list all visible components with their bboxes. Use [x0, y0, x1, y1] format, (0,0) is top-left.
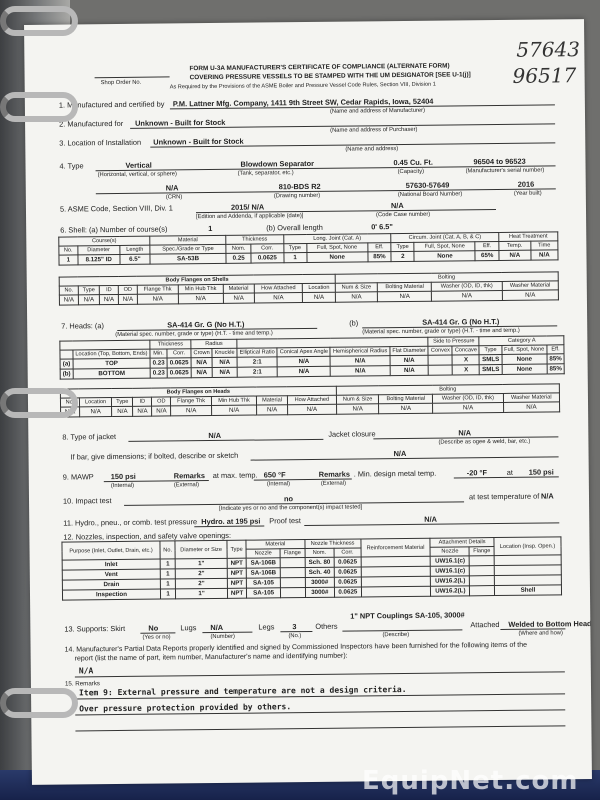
board-caption: (National Board Number): [397, 191, 463, 199]
capacity-value: 0.45 Cu. Ft.: [393, 157, 433, 168]
nozzle-row-drain: Drain 1 2" NPT SA-105 3000# 0.0625 UW16.2(L): [62, 575, 561, 590]
heads-row-top: (a) TOP 0.23 0.0625 N/A N/A 2:1 N/A N/A N/A X SMLS None 85%: [60, 354, 564, 369]
proof-test-value: N/A: [424, 514, 438, 524]
heads-table: [59, 335, 565, 379]
form-title: FORM U-3A MANUFACTURER'S CERTIFICATE OF COMPLIANCE (ALTERNATE FORM): [189, 62, 450, 73]
crn-caption: (CRN): [165, 194, 183, 201]
shell-table: [58, 231, 558, 265]
heads-group-thickness: Thickness: [150, 340, 191, 349]
attached-value: Welded to Bottom Head: [508, 619, 592, 629]
mawp-external: (External): [173, 482, 200, 489]
nozzle-row-inspection: Inspection 1 1" NPT SA-105 3000# 0.0625 UW16.2(L) Shell: [62, 585, 561, 600]
item5-label: 5. ASME Code, Section VIII, Div. 1: [59, 203, 173, 214]
head-bolting-label: Bolting: [336, 384, 559, 395]
impact-value: no: [283, 494, 294, 504]
board-value: 57630-57649: [405, 180, 450, 190]
nozzle-header-no: No.: [160, 541, 175, 559]
others-label: Others: [315, 621, 338, 631]
nozzle-header-size: Diameter or Size: [175, 540, 227, 559]
shell-flanges-table: [59, 271, 559, 305]
head-flanges-table: [60, 383, 560, 417]
shell-header-row: No. Diameter Length Spec./Grade or Type Nom. Corr. Type Full, Spot, None Eff. Type Full, Spot, None Eff. Temp. Time: [59, 241, 558, 255]
shell-group-material: Material: [150, 235, 227, 245]
shell-flanges-title: Body Flanges on Shells: [59, 274, 335, 286]
head-b-caption: (Material spec. number, grade or type) (H.T. - time and temp.): [362, 327, 520, 336]
head-b-label: (b): [349, 318, 359, 328]
heads-group-category: Category A: [479, 336, 564, 346]
watermark: EquipNet.com: [362, 766, 579, 796]
remarks-line2: Over pressure protection provided by others.: [79, 702, 292, 714]
form-title-2: COVERING PRESSURE VESSELS TO BE STAMPED WITH THE UM DESIGNATOR [SEE U-1(j)]: [189, 71, 471, 82]
heads-row-bottom: (b) BOTTOM 0.23 0.0625 N/A N/A 2:1 N/A N/A N/A X SMLS None 85%: [60, 364, 564, 379]
temp-external: (External): [320, 480, 347, 487]
partial-reports-value: N/A: [78, 666, 94, 676]
temp-internal: (Internal): [266, 481, 291, 488]
temp-remarks: Remarks: [318, 469, 351, 479]
others-caption: (Describe): [382, 631, 410, 639]
nozzle-group-material: Material: [246, 540, 304, 550]
lugs-value: N/A: [210, 622, 224, 633]
closure-value: N/A: [458, 428, 472, 438]
item15-label: 15. Remarks: [64, 680, 101, 688]
legs-value: 3: [292, 622, 297, 632]
shell-group-heat: Heat Treatment: [499, 232, 558, 242]
shell-flanges-data-row: N/A N/A N/A N/A N/A N/A N/A N/A N/A N/A N/A N/A N/A: [59, 290, 558, 305]
drawing-value: 810-BDS R2: [278, 181, 321, 192]
capacity-caption: (Capacity): [397, 168, 425, 176]
mdmt-value: -20 °F: [466, 468, 488, 478]
type-caption: (Horizontal, vertical, or sphere): [97, 171, 177, 179]
manufacturer-value: P.M. Lattner Mfg. Company, 1411 9th Street SW, Cedar Rapids, Iowa, 52404: [172, 96, 434, 109]
nozzle-group-thickness: Nozzle Thickness: [304, 539, 360, 549]
purchaser-value: Unknown - Built for Stock: [135, 117, 226, 128]
courses-value: 1: [208, 223, 213, 234]
head-b-value: SA-414 Gr. G (No H.T.): [422, 316, 500, 327]
heads-header-row: Location (Top, Bottom, Ends) Min. Corr. Crown Knuckle Elliptical Ratio Conical Apex Angle Hemispherical Radius Flat Diameter Convex Concave Type Full, Spot, None Eff.: [60, 345, 564, 359]
head-flanges-header-row: No. Location Type ID OD Flange Thk Min Hub Thk Material How Attached Num & Size Bolting Material Washer (OD, ID, thk) Washer Material: [60, 393, 559, 407]
mawp-internal: (Internal): [110, 482, 135, 490]
nozzle-header-reinforcement: Reinforcement Material: [361, 538, 431, 557]
legs-label: Legs: [258, 622, 275, 632]
item1-caption: (Name and address of Manufacturer): [329, 107, 426, 115]
head-flanges-title: Body Flanges on Heads: [60, 386, 336, 398]
crn-value: N/A: [165, 183, 179, 193]
remarks-line1: Item 9: External pressure and temperature are not a design criteria.: [78, 684, 407, 698]
nozzle-group-attachment: Attachment Details: [430, 538, 494, 548]
code-case-caption: (Code Case number): [376, 211, 431, 219]
bar-label: If bar, give dimensions; if bolted, describe or sketch: [70, 450, 239, 462]
impact-caption: [Indicate yes or no and the component(s) impact tested]: [219, 504, 363, 512]
bar-value: N/A: [393, 448, 407, 459]
lugs-caption: (Number): [210, 633, 235, 641]
serial-caption: (Manufacturer's serial number): [465, 167, 545, 175]
item3-label: 3. Location of Installation: [59, 137, 142, 148]
item3-caption: (Name and address): [345, 146, 399, 153]
form-subtitle: As Required by the Provisions of the ASME Boiler and Pressure Vessel Code Rules, Section VIII, Division 1: [169, 81, 436, 91]
mdmt-at: at: [506, 467, 513, 477]
closure-label: Jacket closure: [328, 429, 376, 439]
attached-caption: (Where and how): [518, 630, 563, 637]
nozzle-header-purpose: Purpose (Inlet, Outlet, Drain, etc.): [62, 541, 160, 560]
handwritten-number-1: 57643: [516, 37, 581, 62]
skirt-caption: (Yes or no): [142, 634, 171, 641]
item14-text2: report (list the name of part, item number, Manufacturer's name and identifying number):: [74, 652, 348, 663]
shell-group-thickness: Thickness: [226, 235, 283, 245]
jacket-value: N/A: [208, 430, 222, 441]
installation-value: Unknown - Built for Stock: [153, 136, 244, 147]
closure-caption: (Describe as ogee & weld, bar, etc.): [438, 438, 531, 446]
binder-ring-1: [0, 6, 78, 36]
attached-label: Attached: [470, 620, 500, 630]
shell-group-course: Course(s): [59, 236, 150, 246]
at-max-label: at max. temp.: [212, 470, 258, 481]
binder-ring-4: [0, 688, 78, 718]
mdmt-psi: 150 psi: [528, 467, 554, 477]
mawp-remarks: Remarks: [173, 471, 206, 481]
shell-group-circ-joint: Circum. Joint (Cat. A, B, & C): [391, 232, 499, 242]
proof-test-label: Proof test: [269, 516, 301, 526]
length-value: 0' 6.5": [371, 222, 393, 232]
shell-data-row: 1 8.125" ID 6.5" SA-53B 0.25 0.0625 1 None 85% 2 None 65% N/A N/A: [59, 250, 558, 265]
max-temp-value: 650 °F: [263, 470, 286, 480]
item13-label: 13. Supports: Skirt: [64, 623, 126, 634]
head-a-caption: (Material spec. number, grade or type) (H.T. - time and temp.): [115, 330, 273, 339]
shell-group-long-joint: Long. Joint (Cat. A): [283, 234, 391, 244]
certificate-page: [24, 19, 592, 785]
nozzle-row-inlet: Inlet 1 1" NPT SA-106B Sch. 80 0.0625 UW16.1(c): [62, 555, 561, 570]
mdmt-label: . Min. design metal temp.: [353, 468, 437, 479]
item1-label: 1. Manufactured and certified by: [58, 99, 165, 110]
edition-value: 2015/ N/A: [230, 202, 265, 212]
shop-order-label: Shop Order No.: [100, 79, 142, 87]
shell-flanges-header-row: No. Type ID OD Flange Thk Min Hub Thk Material How Attached Location Num & Size Bolting Material Washer (OD, ID, thk) Washer Material: [59, 281, 558, 295]
heads-group-side: Side to Pressure: [428, 337, 479, 347]
item7-label: 7. Heads: (a): [61, 321, 104, 331]
serial-value: 96504 to 96523: [473, 156, 526, 167]
lugs-label: Lugs: [180, 623, 197, 633]
item14-text1: 14. Manufacturer's Partial Data Reports properly identified and signed by Commissioned Inspectors have been furnished for the following items of the: [64, 641, 528, 654]
item4-label: 4. Type: [59, 161, 84, 171]
year-caption: (Year built): [513, 190, 542, 197]
length-label: (b) Overall length: [266, 222, 323, 233]
item8-label: 8. Type of jacket: [62, 432, 117, 442]
item12-label: 12. Nozzles, inspection, and safety valve openings:: [63, 530, 232, 542]
shell-bolting-label: Bolting: [335, 272, 558, 283]
legs-caption: (No.): [288, 633, 302, 640]
edition-caption: [Edition and Addenda, if applicable (date)]: [196, 213, 304, 221]
tank-caption: (Tank, separator, etc.): [237, 170, 294, 177]
item2-caption: (Name and address of Purchaser): [330, 126, 418, 134]
type-value: Vertical: [125, 160, 152, 170]
year-value: 2016: [517, 179, 535, 189]
nozzle-row-vent: Vent 1 2" NPT SA-106B Sch. 40 0.0625 UW16.1(c): [62, 565, 561, 580]
drawing-caption: (Drawing number): [273, 192, 321, 200]
nozzle-header-location: Location (Insp. Open.): [494, 537, 561, 556]
heads-group-radius: Radius: [191, 339, 237, 348]
item6-label: 6. Shell: (a) Number of course(s): [60, 224, 168, 235]
item2-label: 2. Manufactured for: [59, 118, 124, 129]
item11-label: 11. Hydro., pneu., or comb. test pressure: [63, 517, 198, 528]
head-flanges-data-row: N/A N/A N/A N/A N/A N/A N/A N/A N/A N/A N/A N/A N/A: [61, 402, 560, 417]
test-pressure-value: Hydro. at 195 psi: [201, 516, 261, 527]
binder-ring-2: [0, 92, 78, 122]
nozzles-table: Purpose (Inlet, Outlet, Drain, etc.) No. Diameter or Size Type Material Nozzle Thickness Reinforcement Material Attachment Details Location (Insp. Open.) Nozzle Flange Nom. Corr. Nozzle Flange Inlet 1 1" NPT SA-106B Sch. 80 0.0625 UW16.1(c) Vent 1 2" NPT SA-106B Sch. 40 0.0625 UW16.1(c) Drain 1 2" NPT SA-105 3000# 0.0625 UW16.2(L) Inspection 1 1" NPT SA-105 3000# 0.0625 UW16.2(L) Shell: [61, 536, 562, 600]
nozzle-header-type: Type: [227, 540, 246, 558]
head-a-value: SA-414 Gr. G (No H.T.): [167, 319, 245, 330]
binder-ring-3: [0, 388, 78, 418]
code-case-value: N/A: [390, 200, 404, 211]
item10-label: 10. Impact test: [62, 496, 112, 506]
others-value: 1" NPT Couplings SA-105, 3000#: [350, 610, 465, 621]
impact-temp-value: N/A: [540, 491, 554, 501]
mawp-value: 150 psi: [110, 471, 136, 482]
handwritten-number-2: 96517: [512, 63, 577, 88]
tank-value: Blowdown Separator: [240, 158, 315, 169]
skirt-value: No: [148, 623, 159, 633]
impact-at-label: at test temperature of: [468, 491, 540, 502]
item9-label: 9. MAWP: [62, 472, 94, 482]
